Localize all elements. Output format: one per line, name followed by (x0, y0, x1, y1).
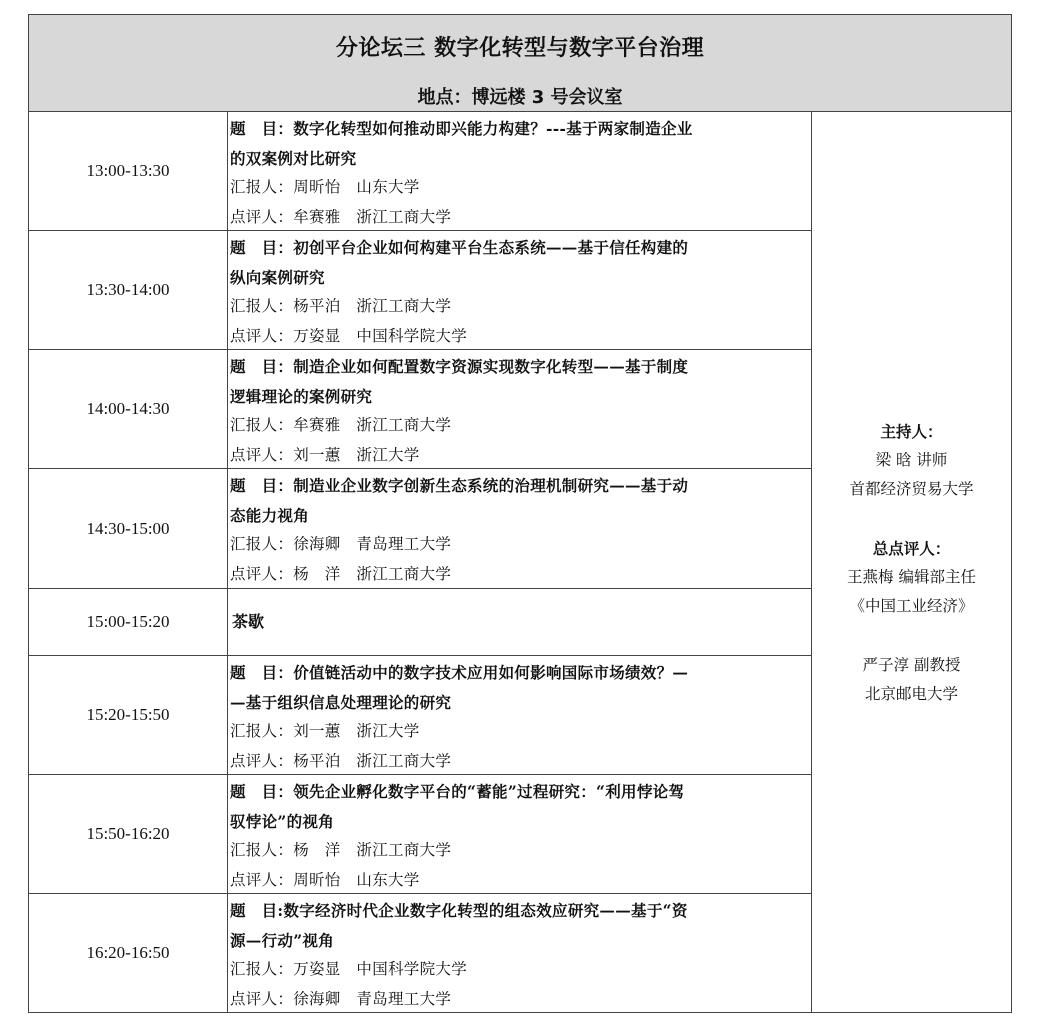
session-title: 题 目：价值链活动中的数字技术应用如何影响国际市场绩效？— (230, 663, 689, 682)
forum-title: 分论坛三 数字化转型与数字平台治理 (335, 36, 705, 61)
session-details (228, 112, 811, 231)
reviewer: 点评人：杨 洋 浙江工商大学 (230, 564, 452, 583)
session-title-cont: 的双案例对比研究 (230, 148, 357, 168)
session-title-cont: 逻辑理论的案例研究 (230, 386, 373, 406)
session-title: 题 目：制造业企业数字创新生态系统的治理机制研究——基于动 (230, 476, 689, 495)
session-title-cont: 态能力视角 (230, 505, 310, 525)
host-name: 梁 晗 讲师 (875, 451, 948, 469)
session-title: 题 目：制造企业如何配置数字资源实现数字化转型——基于制度 (230, 357, 689, 376)
host-org: 首都经济贸易大学 (849, 480, 974, 498)
presenter: 汇报人：周昕怡 山东大学 (230, 178, 420, 196)
break-label: 茶歇 (232, 612, 265, 631)
chief-reviewer-2-org: 北京邮电大学 (864, 685, 958, 703)
chief-reviewer-label: 总点评人： (872, 539, 951, 558)
session-title-cont: —基于组织信息处理理论的研究 (230, 692, 452, 712)
reviewer: 点评人：牟赛雅 浙江工商大学 (230, 207, 452, 226)
session-details (228, 350, 811, 469)
reviewer: 点评人：刘一蕙 浙江大学 (230, 445, 420, 464)
session-time: 15:50-16:20 (29, 775, 228, 894)
reviewer: 点评人：周昕怡 山东大学 (230, 870, 420, 889)
table-header (29, 15, 1011, 112)
presenter: 汇报人：杨 洋 浙江工商大学 (230, 841, 452, 859)
reviewer: 点评人：万姿显 中国科学院大学 (230, 326, 468, 345)
session-details (228, 894, 811, 1012)
presenter: 汇报人：万姿显 中国科学院大学 (230, 960, 468, 978)
session-title-cont: 驭悖论”的视角 (230, 811, 335, 831)
session-title-cont: 源—行动”视角 (230, 930, 335, 950)
location-label: 地点：博远楼 3 号会议室 (417, 87, 623, 108)
host-label: 主持人： (880, 422, 943, 441)
reviewer: 点评人：徐海卿 青岛理工大学 (230, 989, 452, 1008)
reviewer: 点评人：杨平泊 浙江工商大学 (230, 751, 452, 770)
session-time: 16:20-16:50 (29, 894, 228, 1012)
presenter: 汇报人：徐海卿 青岛理工大学 (230, 535, 452, 553)
session-time: 14:00-14:30 (29, 350, 228, 469)
session-time: 15:20-15:50 (29, 656, 228, 775)
session-details (228, 656, 811, 775)
session-details (228, 775, 811, 894)
session-time: 13:00-13:30 (29, 112, 228, 231)
presenter: 汇报人：牟赛雅 浙江工商大学 (230, 416, 452, 434)
break-time: 15:00-15:20 (29, 589, 228, 656)
chief-reviewer-1-org: 《中国工业经济》 (849, 597, 974, 615)
session-details (228, 469, 811, 589)
session-title: 题 目：初创平台企业如何构建平台生态系统——基于信任构建的 (230, 238, 689, 257)
host-reviewer-column (811, 112, 1011, 1012)
session-title: 题 目：领先企业孵化数字平台的“蓄能”过程研究：“利用悖论驾 (230, 782, 685, 801)
session-title: 题 目:数字经济时代企业数字化转型的组态效应研究——基于“资 (230, 901, 688, 920)
chief-reviewer-2-name: 严子淳 副教授 (862, 656, 961, 674)
session-time: 14:30-15:00 (29, 469, 228, 589)
session-details (228, 231, 811, 350)
chief-reviewer-1-name: 王燕梅 编辑部主任 (847, 568, 976, 586)
session-time: 13:30-14:00 (29, 231, 228, 350)
session-title: 题 目：数字化转型如何推动即兴能力构建？---基于两家制造企业 (230, 119, 693, 138)
presenter: 汇报人：杨平泊 浙江工商大学 (230, 297, 452, 315)
break-row (228, 589, 811, 656)
presenter: 汇报人：刘一蕙 浙江大学 (230, 722, 420, 740)
schedule-table (28, 14, 1012, 1013)
session-title-cont: 纵向案例研究 (230, 267, 325, 287)
